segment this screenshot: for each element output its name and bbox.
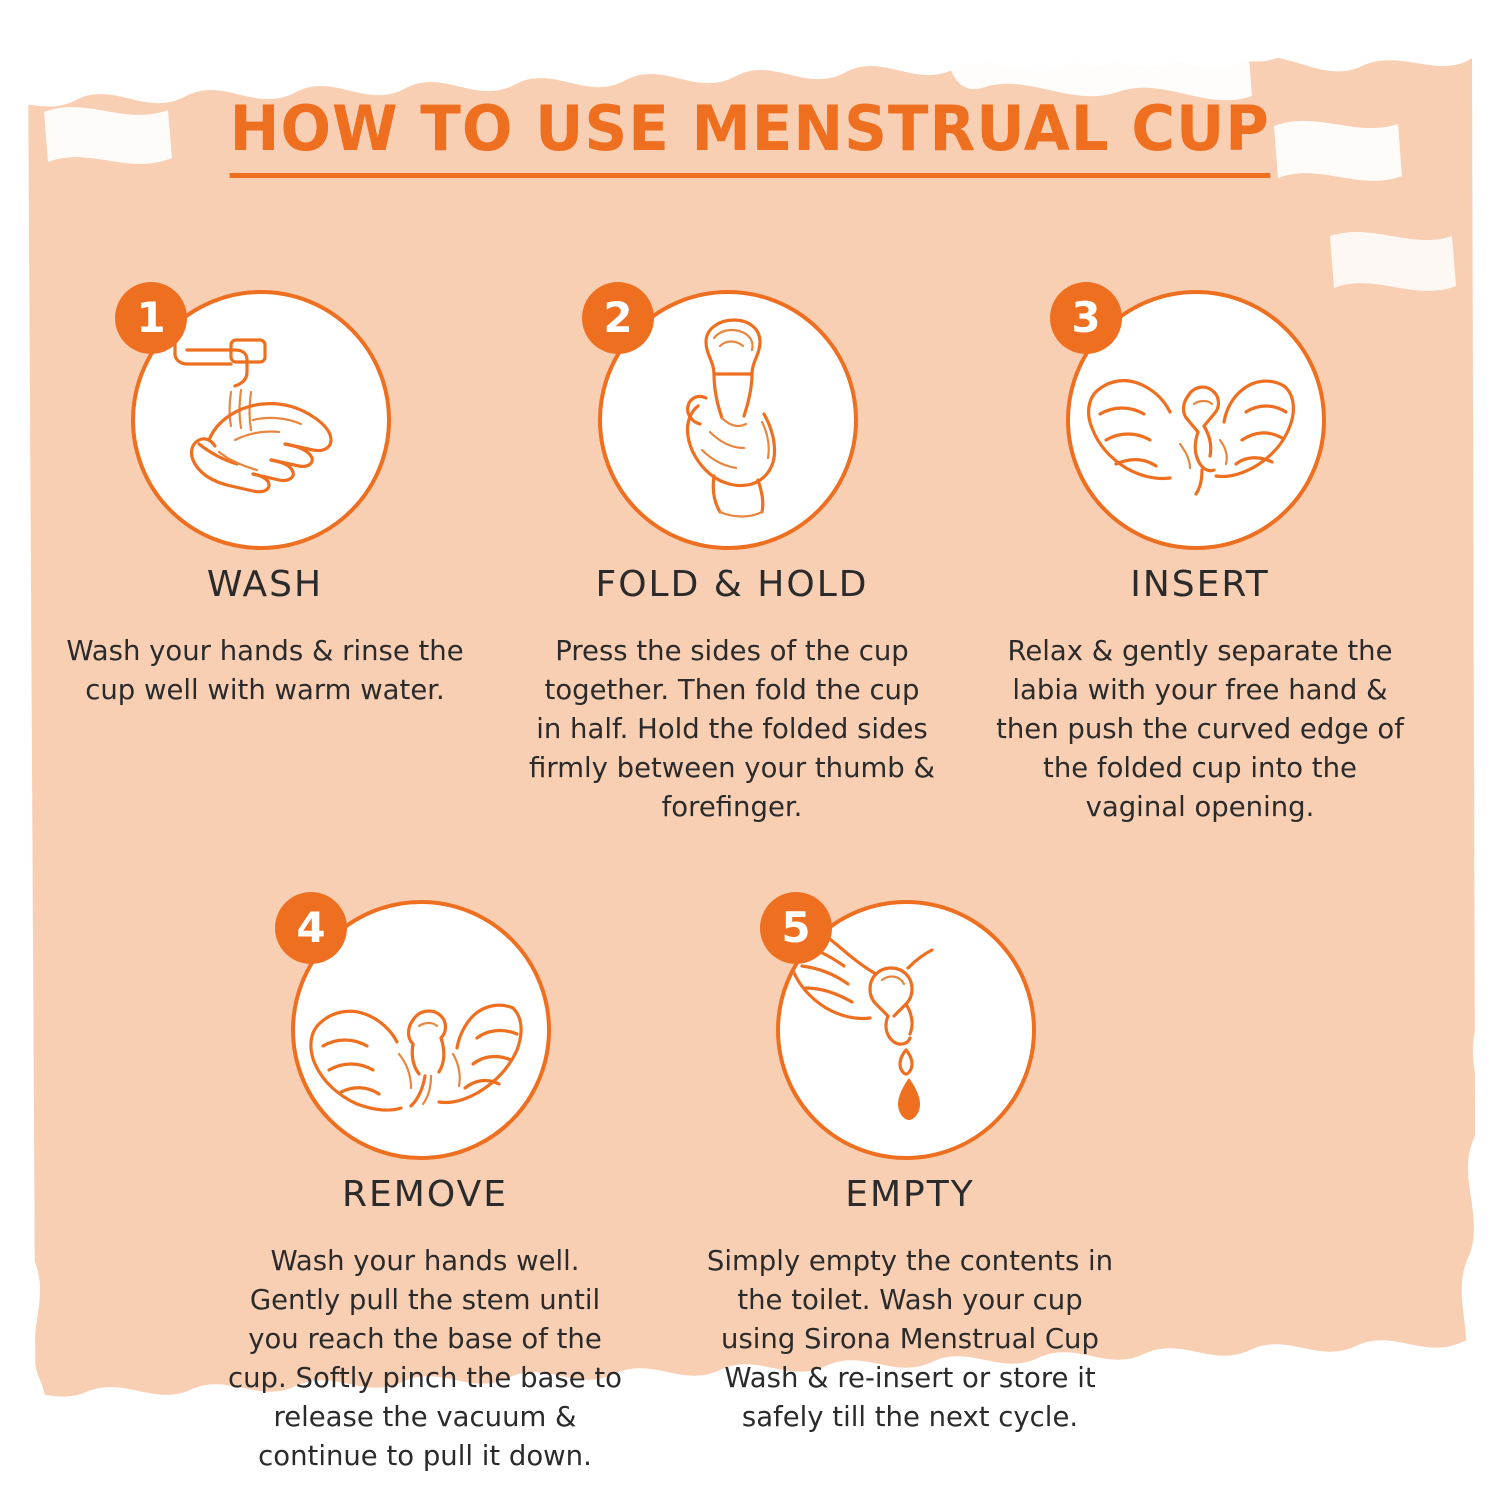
step-3-description: Relax & gently separate the labia with your free hand & then push the curved edge of the folded cup into the vaginal opening. xyxy=(996,635,1404,824)
page-title: HOW TO USE MENSTRUAL CUP xyxy=(230,96,1270,178)
step-2-illustration xyxy=(598,290,866,558)
step-1-illustration xyxy=(131,290,399,558)
step-3-illustration xyxy=(1066,290,1334,558)
step-4-label: REMOVE xyxy=(342,1174,508,1215)
step-3-number: 3 xyxy=(1050,282,1122,354)
step-1 xyxy=(55,290,475,710)
step-5-description: Simply empty the contents in the toilet. Wash your cup using Sirona Menstrual Cup Wash & re-insert or store it safely till the next cycle. xyxy=(706,1245,1114,1434)
step-4-number: 4 xyxy=(275,892,347,964)
step-5-label: EMPTY xyxy=(845,1174,975,1215)
step-2 xyxy=(522,290,942,827)
step-1-label: WASH xyxy=(206,564,324,605)
step-3-label: INSERT xyxy=(1130,564,1270,605)
step-5-number: 5 xyxy=(760,892,832,964)
step-1-description: Wash your hands & rinse the cup well with warm water. xyxy=(66,635,464,707)
step-2-label: FOLD & HOLD xyxy=(595,564,869,605)
step-3 xyxy=(990,290,1410,827)
step-4 xyxy=(215,900,635,1476)
step-2-number: 2 xyxy=(582,282,654,354)
step-2-description: Press the sides of the cup together. Then fold the cup in half. Hold the folded sides firmly between your thumb & forefinger. xyxy=(529,635,935,824)
step-5 xyxy=(700,900,1120,1437)
step-5-illustration xyxy=(776,900,1044,1168)
step-4-illustration xyxy=(291,900,559,1168)
step-1-number: 1 xyxy=(115,282,187,354)
step-4-description: Wash your hands well. Gently pull the stem until you reach the base of the cup. Softly pinch the base to release the vacuum & continue to pull it down. xyxy=(228,1245,622,1473)
